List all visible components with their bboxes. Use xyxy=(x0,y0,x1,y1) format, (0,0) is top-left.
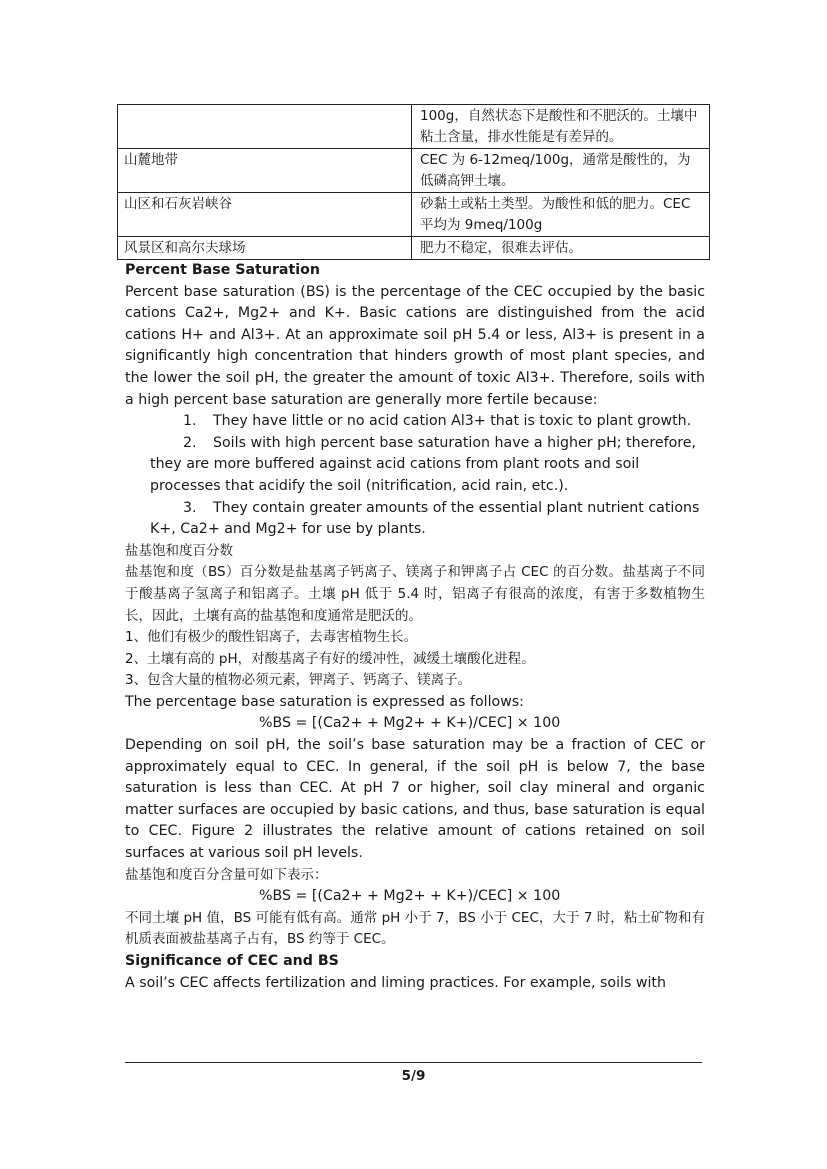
cn-paragraph-depending: 不同土壤 pH 值，BS 可能有低有高。通常 pH 小于 7，BS 小于 CEC，大于 7 时，粘土矿物和有机质表面被盐基离子占有，BS 约等于 CEC。 xyxy=(125,909,705,948)
section-heading-bs: Percent Base Saturation xyxy=(125,262,321,278)
cn-paragraph-bs-intro: 盐基饱和度（BS）百分数是盐基离子钙离子、镁离子和钾离子占 CEC 的百分数。盐基离子不同于酸基离子氢离子和铝离子。土壤 pH 低于 5.4 时，铝离子有很高的浓度，有害于多数植物生长，因此，土壤有高的盐基饱和度通常是肥沃的。 xyxy=(125,564,705,624)
formula-intro: The percentage base saturation is expressed as follows: xyxy=(125,693,524,710)
list-item xyxy=(125,498,705,541)
page-total: 9 xyxy=(415,1068,426,1084)
table-row xyxy=(118,237,710,260)
table-cell-description: 肥力不稳定，很难去评估。 xyxy=(412,237,710,260)
table-cell-description: CEC 为 6-12meq/100g，通常是酸性的，为低磷高钾土壤。 xyxy=(412,149,710,193)
cn-list-item: 2、土壤有高的 pH，对酸基离子有好的缓冲性，减缓土壤酸化进程。 xyxy=(125,650,535,667)
table-row xyxy=(118,149,710,193)
footer-divider xyxy=(125,1062,702,1063)
paragraph-bs-intro: Percent base saturation (BS) is the percentage of the CEC occupied by the basic cations Ca2+, Mg2+ and K+. Basic cations are distinguished from the acid cations H+ and Al3+. At an approximate soil pH 5.4 or less, Al3+ is present in a significantly high concentration that hinders growth of most plant species, and the lower the soil pH, the greater the amount of toxic Al3+. Therefore, soils with a high percent base saturation are generally more fertile because: xyxy=(125,283,705,408)
section-heading-significance: Significance of CEC and BS xyxy=(125,953,339,969)
cn-list-item: 3、包含大量的植物必须元素，钾离子、钙离子、镁离子。 xyxy=(125,672,472,689)
list-item-number: 1. xyxy=(183,413,197,430)
page-number xyxy=(0,1068,827,1084)
page-separator: / xyxy=(411,1068,416,1084)
cn-formula: %BS = [(Ca2+ + Mg2+ + K+)/CEC] × 100 xyxy=(259,888,561,905)
table-cell-region: 风景区和高尔夫球场 xyxy=(118,237,412,260)
table-cell-region: 山区和石灰岩峡谷 xyxy=(118,193,412,237)
list-item-text: They have little or no acid cation Al3+ that is toxic to plant growth. xyxy=(213,413,692,430)
table-row xyxy=(118,193,710,237)
table-cell-description: 100g，自然状态下是酸性和不肥沃的。土壤中粘土含量，排水性能是有差异的。 xyxy=(412,105,710,149)
list-item xyxy=(125,433,705,498)
formula: %BS = [(Ca2+ + Mg2+ + K+)/CEC] × 100 xyxy=(259,715,561,732)
body-text xyxy=(125,260,705,994)
cn-heading-bs: 盐基饱和度百分数 xyxy=(125,542,233,559)
cn-list-item: 1、他们有极少的酸性铝离子，去毒害植物生长。 xyxy=(125,629,418,646)
table-row xyxy=(118,105,710,149)
list-item xyxy=(125,411,705,433)
paragraph-depending: Depending on soil pH, the soil’s base saturation may be a fraction of CEC or approximately equal to CEC. In general, if the soil pH is below 7, the base saturation is less than CEC. At pH 7 or higher, soil clay mineral and organic matter surfaces are occupied by basic cations, and thus, base saturation is equal to CEC. Figure 2 illustrates the relative amount of cations retained on soil surfaces at various soil pH levels. xyxy=(125,737,705,862)
list-item-text: They contain greater amounts of the essential plant nutrient cations K+, Ca2+ and Mg2+ for use by plants. xyxy=(150,499,700,538)
list-item-number: 2. xyxy=(183,434,197,451)
table-cell-description: 砂黏土或粘土类型。为酸性和低的肥力。CEC 平均为 9meq/100g xyxy=(412,193,710,237)
table-cell-region xyxy=(118,105,412,149)
table-cell-region: 山麓地带 xyxy=(118,149,412,193)
soil-region-table xyxy=(117,104,710,260)
paragraph-significance: A soil’s CEC affects fertilization and liming practices. For example, soils with xyxy=(125,974,666,991)
cn-formula-intro: 盐基饱和度百分含量可如下表示： xyxy=(125,866,328,883)
page-current: 5 xyxy=(401,1068,412,1084)
list-item-number: 3. xyxy=(183,499,197,516)
list-item-text: Soils with high percent base saturation have a higher pH; therefore, they are more buffered against acid cations from plant roots and soil processes that acidify the soil (nitrification, acid rain, etc.). xyxy=(150,434,697,494)
